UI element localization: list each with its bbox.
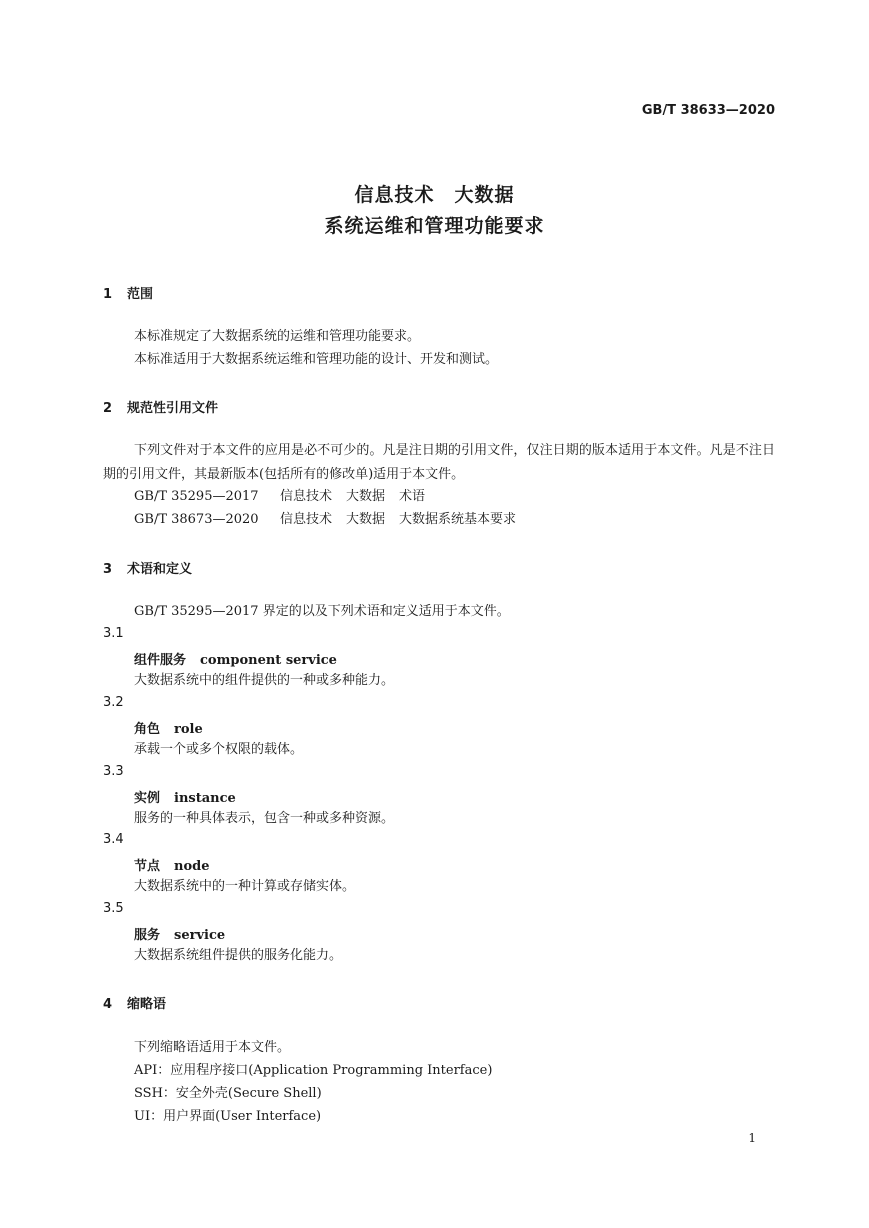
document-title-line2: 系统运维和管理功能要求 xyxy=(324,215,545,237)
term-definition: 大数据系统组件提供的服务化能力。 xyxy=(134,948,343,963)
abbreviations-intro: 下列缩略语适用于本文件。 xyxy=(134,1040,291,1055)
term-number: 3.3 xyxy=(103,764,124,779)
reference-title-part: 大数据 xyxy=(346,512,386,527)
page-number: 1 xyxy=(748,1131,756,1145)
section-number: 4 xyxy=(103,997,113,1012)
term-heading xyxy=(134,718,203,737)
term-definition: 承载一个或多个权限的载体。 xyxy=(134,742,304,757)
term-chinese: 节点 xyxy=(134,859,161,874)
term-number: 3.1 xyxy=(103,626,124,641)
section-title: 术语和定义 xyxy=(127,562,193,577)
term-chinese: 实例 xyxy=(134,791,161,806)
term-definition: 大数据系统中的一种计算或存储实体。 xyxy=(134,879,356,894)
references-intro-paragraph: 下列文件对于本文件的应用是必不可少的。凡是注日期的引用文件，仅注日期的版本适用于本文件。凡是不注日期的引用文件，其最新版本(包括所有的修改单)适用于本文件。 xyxy=(103,443,775,482)
term-number: 3.2 xyxy=(103,695,124,710)
term-english: service xyxy=(174,928,226,943)
reference-code: GB/T 35295—2017 xyxy=(134,489,259,504)
term-chinese: 角色 xyxy=(134,722,161,737)
section-heading-scope xyxy=(103,283,153,302)
term-heading xyxy=(134,787,236,806)
abbreviation-item: API：应用程序接口(Application Programming Interface) xyxy=(134,1063,493,1078)
reference-item xyxy=(134,508,516,531)
reference-title-part: 大数据系统基本要求 xyxy=(399,512,517,527)
scope-paragraph-1: 本标准规定了大数据系统的运维和管理功能要求。 xyxy=(134,329,421,344)
term-heading xyxy=(134,649,337,668)
section-number: 3 xyxy=(103,562,113,577)
term-chinese: 服务 xyxy=(134,928,161,943)
section-heading-abbreviations xyxy=(103,993,166,1012)
reference-title-part: 信息技术 xyxy=(280,512,333,527)
terms-intro-paragraph: GB/T 35295—2017 界定的以及下列术语和定义适用于本文件。 xyxy=(134,604,510,619)
section-title: 范围 xyxy=(127,287,154,302)
reference-title-part: 大数据 xyxy=(346,489,386,504)
term-chinese: 组件服务 xyxy=(134,653,187,668)
term-english: instance xyxy=(174,791,236,806)
term-english: role xyxy=(174,722,203,737)
term-heading xyxy=(134,924,225,943)
document-title-line1: 信息技术 大数据 xyxy=(354,184,515,206)
term-number: 3.5 xyxy=(103,901,124,916)
section-number: 1 xyxy=(103,287,113,302)
reference-item xyxy=(134,485,425,508)
abbreviation-item: SSH：安全外壳(Secure Shell) xyxy=(134,1086,322,1101)
standard-code: GB/T 38633—2020 xyxy=(641,103,775,118)
section-title: 缩略语 xyxy=(127,997,167,1012)
abbreviation-item: UI：用户界面(User Interface) xyxy=(134,1109,322,1124)
term-english: component service xyxy=(200,653,337,668)
term-number: 3.4 xyxy=(103,832,124,847)
term-definition: 服务的一种具体表示，包含一种或多种资源。 xyxy=(134,811,395,826)
reference-title-part: 信息技术 xyxy=(280,489,333,504)
scope-paragraph-2: 本标准适用于大数据系统运维和管理功能的设计、开发和测试。 xyxy=(134,352,499,367)
term-heading xyxy=(134,855,210,874)
section-number: 2 xyxy=(103,401,113,416)
reference-title-part: 术语 xyxy=(399,489,426,504)
term-english: node xyxy=(174,859,210,874)
term-definition: 大数据系统中的组件提供的一种或多种能力。 xyxy=(134,673,395,688)
section-heading-terms-definitions xyxy=(103,558,192,577)
section-title: 规范性引用文件 xyxy=(127,401,219,416)
section-heading-normative-references xyxy=(103,397,218,416)
reference-code: GB/T 38673—2020 xyxy=(134,512,259,527)
